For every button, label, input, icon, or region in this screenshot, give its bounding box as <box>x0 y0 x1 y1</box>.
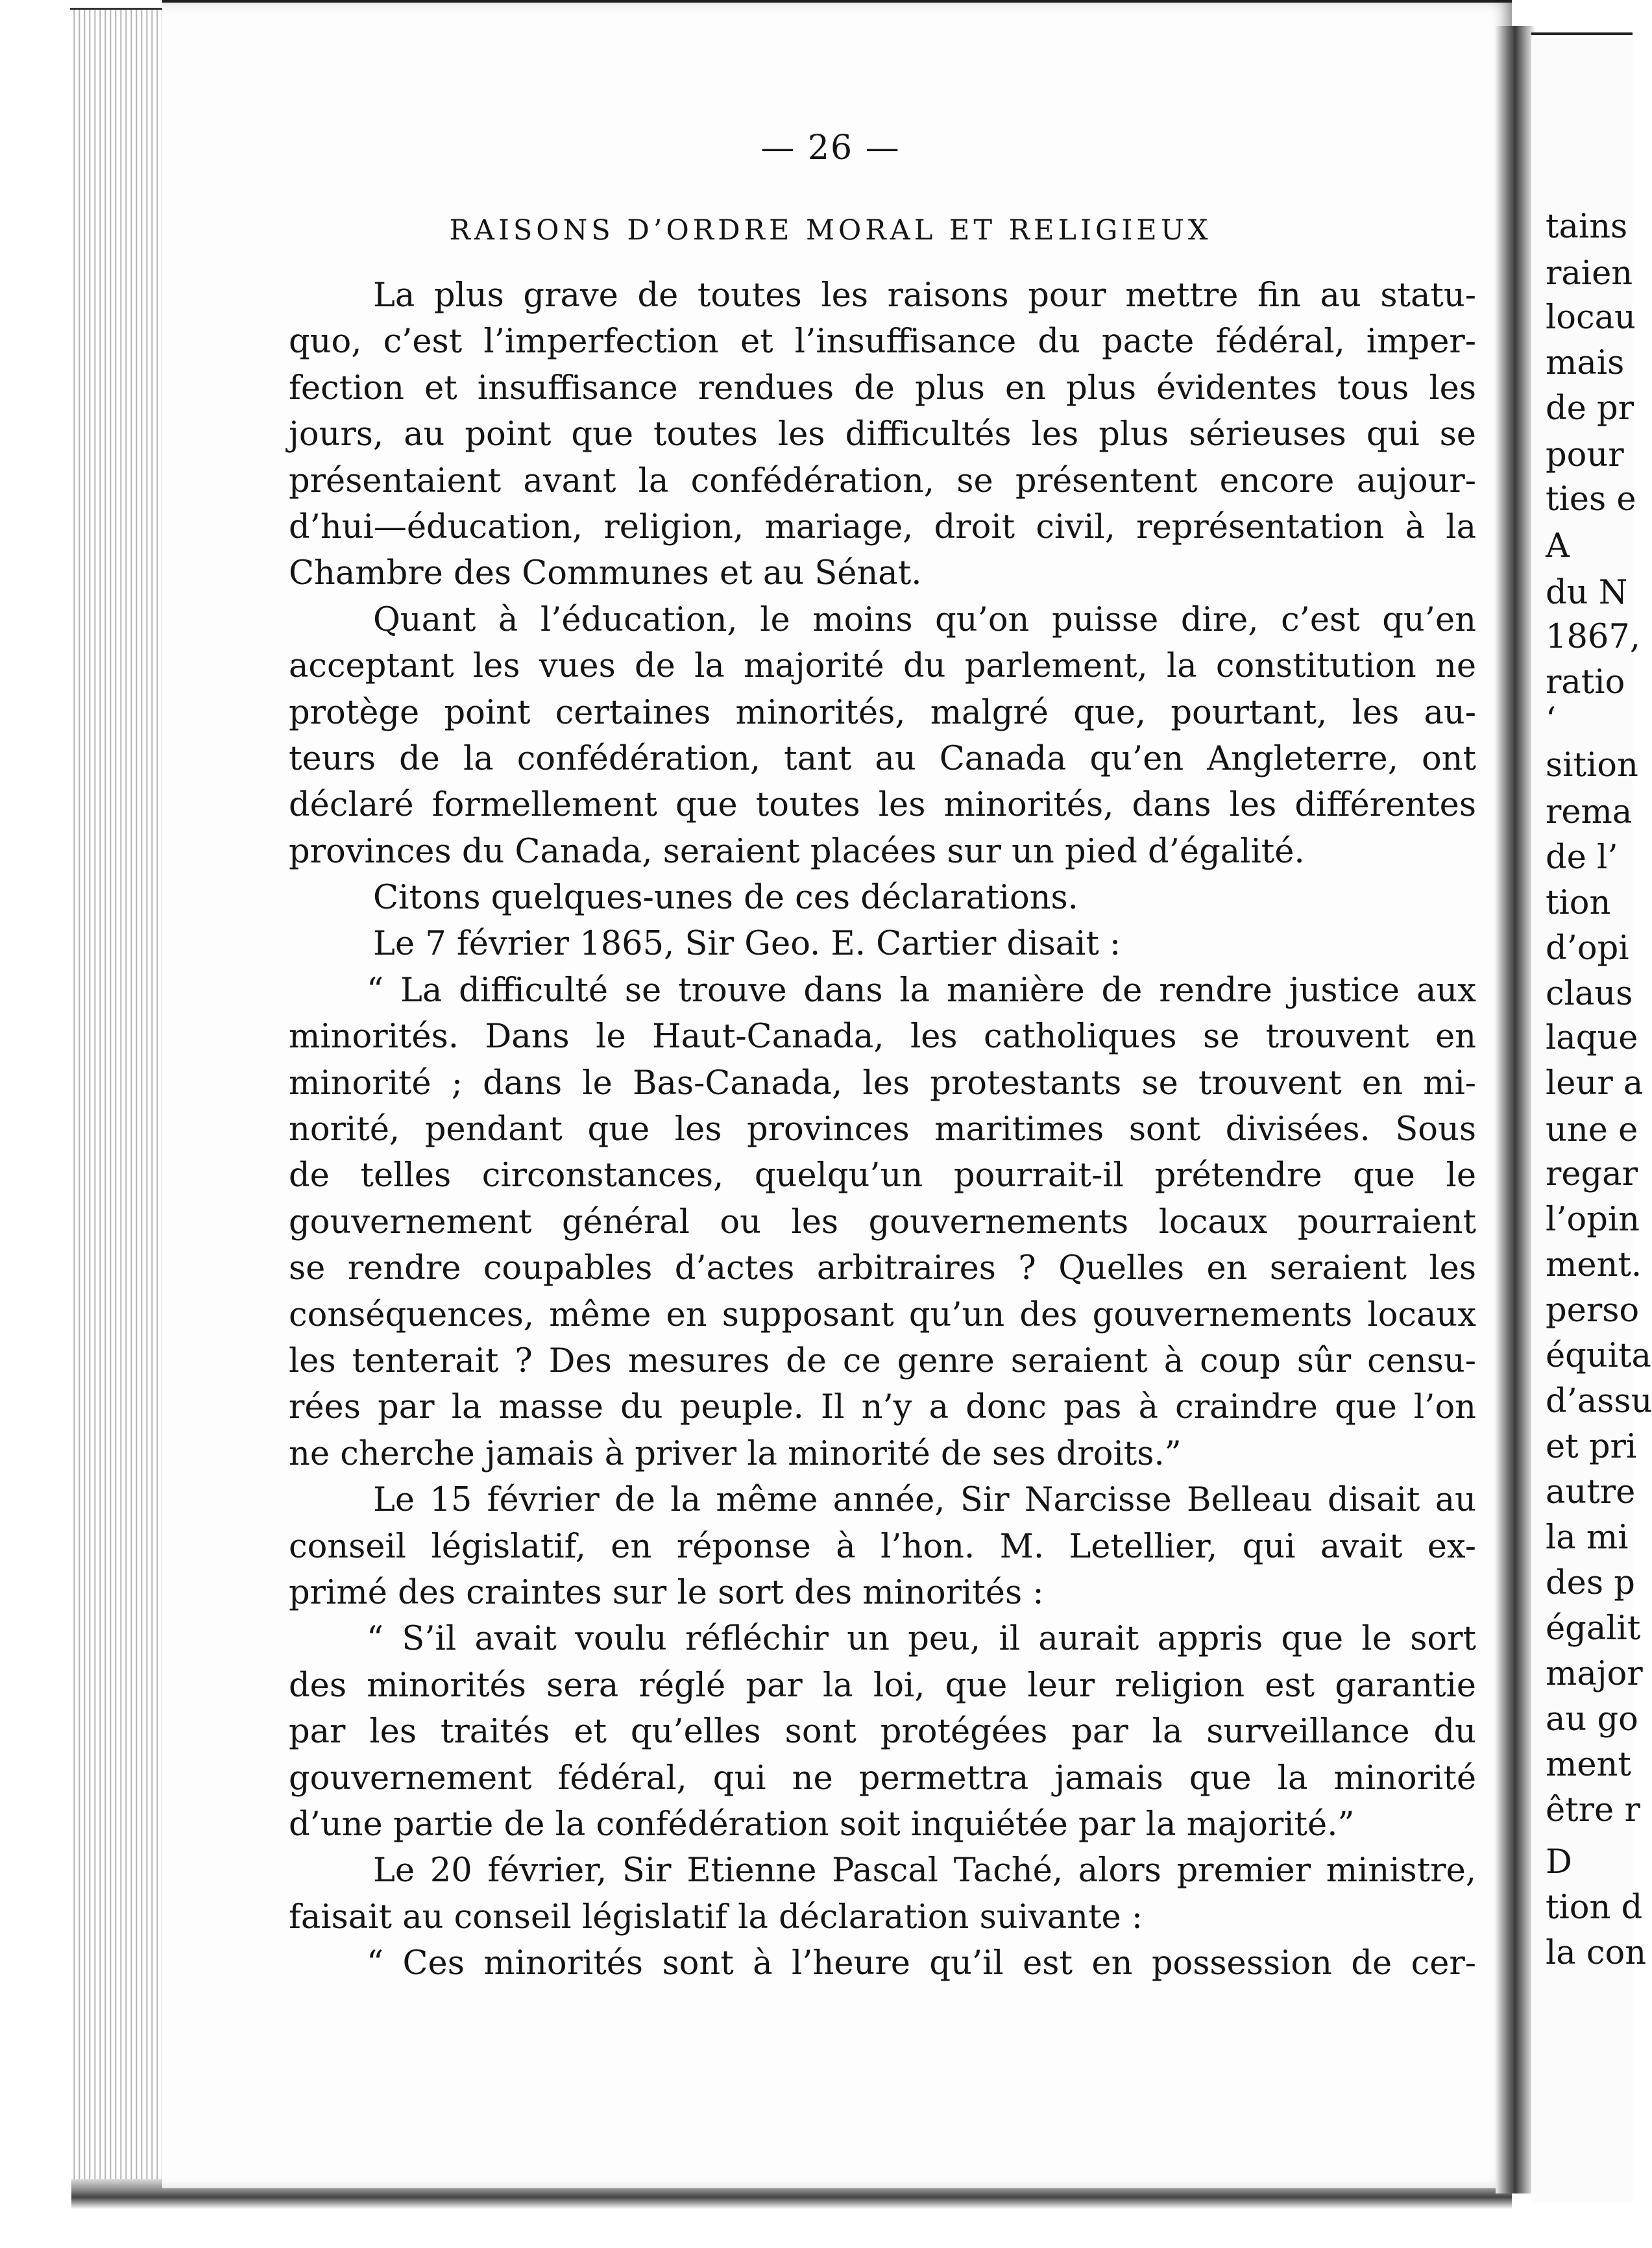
text-line: d’hui—éducation, religion, mariage, droit civil, représentation à la <box>289 507 1476 546</box>
text-line: “ S’il avait voulu réfléchir un peu, il aurait appris que le sort <box>367 1620 1476 1659</box>
text-line: jours, au point que toutes les difficultés les plus sérieuses qui se <box>289 415 1476 454</box>
next-page-text-fragment: la mi <box>1546 1519 1629 1557</box>
text-line: quo, c’est l’imperfection et l’insuffisance du pacte fédéral, imper- <box>289 323 1476 361</box>
next-page-text-fragment: une e <box>1546 1111 1638 1149</box>
text-line: Le 15 février de la même année, Sir Narcisse Belleau disait au <box>373 1481 1476 1520</box>
page-number: — 26 — <box>760 128 901 167</box>
text-line: présentaient avant la confédération, se présentent encore aujour- <box>289 461 1476 500</box>
next-page-text-fragment: locau <box>1546 299 1636 337</box>
text-line: “ La difficulté se trouve dans la manière de rendre justice aux <box>367 971 1476 1010</box>
next-page-text-fragment: ties e <box>1546 480 1636 519</box>
text-line: rées par la masse du peuple. Il n’y a donc pas à craindre que l’on <box>289 1388 1476 1427</box>
next-page-text-fragment: de pr <box>1546 389 1634 428</box>
next-page-text-fragment: pour <box>1546 436 1624 474</box>
text-line: gouvernement fédéral, qui ne permettra jamais que la minorité <box>289 1759 1476 1798</box>
text-line: minorités. Dans le Haut-Canada, les catholiques se trouvent en <box>289 1018 1476 1057</box>
text-line: Le 20 février, Sir Etienne Pascal Taché, alors premier ministre, <box>373 1851 1476 1890</box>
text-line: La plus grave de toutes les raisons pour mettre fin au statu- <box>373 276 1476 315</box>
next-page-text-fragment: ‘ <box>1546 701 1557 739</box>
next-page-text-fragment: et pri <box>1546 1428 1637 1466</box>
next-page-text-fragment: leur a <box>1546 1064 1644 1103</box>
next-page-text-fragment: du N <box>1546 574 1628 612</box>
text-line: conséquences, même en supposant qu’un des gouvernements locaux <box>289 1295 1476 1334</box>
text-line: primé des craintes sur le sort des minorités : <box>289 1573 1044 1612</box>
next-page-text-fragment: autre <box>1546 1473 1636 1511</box>
next-page-text-fragment: tion <box>1546 884 1611 922</box>
section-heading: RAISONS D’ORDRE MORAL ET RELIGIEUX <box>449 214 1212 247</box>
text-line: conseil législatif, en réponse à l’hon. M. Letellier, qui avait ex- <box>289 1527 1476 1566</box>
text-line: les tenterait ? Des mesures de ce genre seraient à coup sûr censu- <box>289 1341 1476 1380</box>
next-page-text-fragment: d’assu <box>1546 1382 1652 1421</box>
text-line: protège point certaines minorités, malgré que, pourtant, les au- <box>289 693 1476 732</box>
book-gutter <box>1496 26 1535 2193</box>
next-page-text-fragment: mais <box>1546 344 1625 382</box>
text-line: de telles circonstances, quelqu’un pourrait-il prétendre que le <box>289 1156 1476 1195</box>
next-page-text-fragment: perso <box>1546 1291 1640 1330</box>
text-line: ne cherche jamais à priver la minorité de ses droits.” <box>289 1434 1182 1473</box>
body-text <box>289 273 1476 1986</box>
text-line: faisait au conseil législatif la déclaration suivante : <box>289 1898 1143 1936</box>
next-page-text-fragment: ratio <box>1546 663 1625 702</box>
next-page-text-fragment: l’opin <box>1546 1201 1640 1239</box>
text-line: “ Ces minorités sont à l’heure qu’il est en possession de cer- <box>367 1944 1476 1983</box>
text-line: acceptant les vues de la majorité du parlement, la constitution ne <box>289 647 1476 686</box>
next-page-text-fragment: égalit <box>1546 1609 1641 1648</box>
text-line: Chambre des Communes et au Sénat. <box>289 554 922 593</box>
text-line: déclaré formellement que toutes les minorités, dans les différentes <box>289 786 1476 825</box>
next-page-text-fragment: au go <box>1546 1700 1638 1739</box>
text-line: Le 7 février 1865, Sir Geo. E. Cartier disait : <box>373 925 1121 964</box>
text-line: se rendre coupables d’actes arbitraires ? Quelles en seraient les <box>289 1249 1476 1288</box>
next-page-text-fragment: être r <box>1546 1791 1640 1829</box>
next-page-text-fragment: raien <box>1546 254 1633 293</box>
next-page-text-fragment: d’opi <box>1546 929 1629 968</box>
next-page-text-fragment: tion d <box>1546 1888 1643 1927</box>
text-line: Citons quelques-unes de ces déclarations. <box>373 879 1078 918</box>
text-line: provinces du Canada, seraient placées sur un pied d’égalité. <box>289 832 1305 871</box>
next-page-text-fragment: laque <box>1546 1019 1638 1057</box>
next-page-text-fragment: équita <box>1546 1337 1651 1375</box>
text-line: par les traités et qu’elles sont protégées par la surveillance du <box>289 1713 1476 1752</box>
next-page-text-fragment: A <box>1546 527 1570 565</box>
next-page-text-fragment: rema <box>1546 793 1633 831</box>
next-page-text-fragment: des p <box>1546 1564 1635 1602</box>
text-line: des minorités sera réglé par la loi, que leur religion est garantie <box>289 1666 1476 1705</box>
text-line: d’une partie de la confédération soit inquiétée par la majorité.” <box>289 1805 1355 1844</box>
next-page-text-fragment: sition <box>1546 746 1638 785</box>
next-page-text-fragment: ment. <box>1546 1246 1642 1284</box>
text-line: fection et insuffisance rendues de plus en plus évidentes tous les <box>289 369 1476 408</box>
next-page-fragment <box>1531 32 1652 2203</box>
next-page-text-fragment: regar <box>1546 1155 1638 1193</box>
text-line: gouvernement général ou les gouvernements locaux pourraient <box>289 1203 1476 1241</box>
next-page-text-fragment: tains <box>1546 208 1628 246</box>
next-page-text-fragment: 1867, <box>1546 618 1641 656</box>
next-page-text-fragment: claus <box>1546 975 1633 1013</box>
next-page-text-fragment: la con <box>1546 1934 1647 1972</box>
next-page-text-fragment: ment <box>1546 1746 1631 1784</box>
text-line: Quant à l’éducation, le moins qu’on puisse dire, c’est qu’en <box>373 600 1476 639</box>
text-line: minorité ; dans le Bas-Canada, les protestants se trouvent en mi- <box>289 1064 1476 1103</box>
text-line: norité, pendant que les provinces maritimes sont divisées. Sous <box>289 1110 1476 1149</box>
text-line: teurs de la confédération, tant au Canada qu’en Angleterre, ont <box>289 739 1476 778</box>
next-page-text-fragment: D <box>1546 1843 1572 1881</box>
next-page-text-fragment: major <box>1546 1655 1643 1693</box>
next-page-text-fragment: de l’ <box>1546 838 1618 877</box>
